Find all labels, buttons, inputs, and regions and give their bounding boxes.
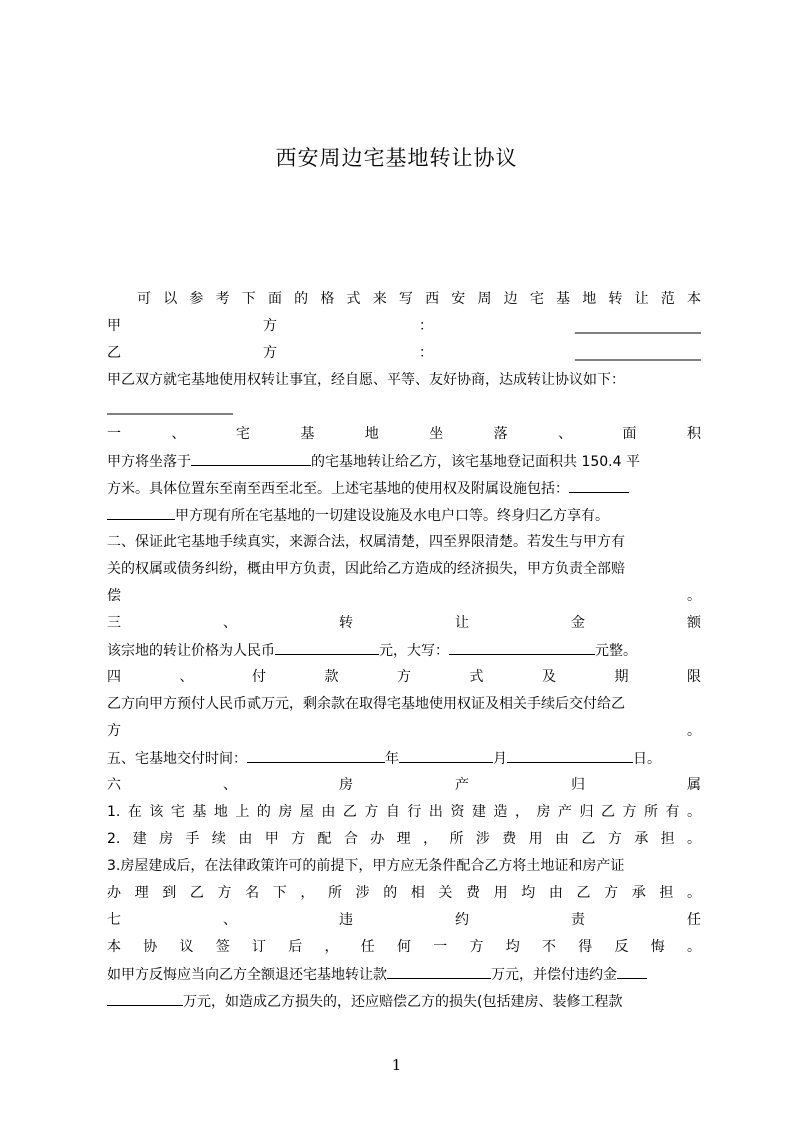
section-7-text-b2: 万元，并偿付违约金 [491,967,617,983]
section-3-text-a: 该宗地的转让价格为人民币 [107,643,275,659]
intro-line: 可以参考下面的格式来写西安周边宅基地转让范本 [137,291,701,307]
section-6-item-3a: 3.房屋建成后，在法律政策许可的前提下，甲方应无条件配合乙方将土地证和房产证 [107,858,625,874]
section-1-text-a: 甲方将坐落于 [107,454,191,470]
section-7-heading: 七、违约责任 [107,912,701,928]
section-3-line [107,637,701,664]
section-7-line-3 [107,988,701,1015]
section-5-line [107,745,701,772]
page-number: 1 [391,1056,402,1074]
blank-penalty-cont [107,988,183,1006]
section-7-line-1: 本协议签订后，任何一方均不得反悔。 [107,939,701,955]
blank-price-words [449,637,595,655]
section-3-text-b: 元，大写： [379,643,449,659]
blank-facilities [569,475,629,493]
section-1-text-c: 方米。具体位置东至南至西至北至。上述宅基地的使用权及附属设施包括： [107,481,569,497]
blank-price [275,637,379,655]
blank-refund [387,961,491,979]
party-b-line: 乙方：__________________ [107,345,701,361]
section-7-text-c: 万元，如造成乙方损失的，还应赔偿乙方的损失(包括建房、装修工程款 [183,994,623,1010]
section-1-line-1 [107,448,701,475]
section-2-line-3: 偿。 [107,588,701,604]
section-4-line-1: 乙方向甲方预付人民币贰万元，剩余款在取得宅基地使用权证及相关手续后交付给乙 [107,696,625,712]
section-7-line-2 [107,961,701,988]
blank-year [247,745,385,763]
blank-month [399,745,493,763]
section-1-heading: 一、宅基地坐落、面积 [107,426,701,442]
section-1-text-d: 甲方现有所在宅基地的一切建设设施及水电户口等。终身归乙方享有。 [175,508,609,524]
section-1-text-b: 的宅基地转让给乙方，该宅基地登记面积共 150.4 平 [311,454,640,470]
blank-day [507,745,633,763]
section-3-text-c: 元整。 [595,643,637,659]
section-4-heading: 四、付款方式及期限 [107,669,701,685]
section-4-line-2: 方。 [107,723,701,739]
section-6-item-3b: 办理到乙方名下，所涉的相关费用均由乙方承担。 [107,885,701,901]
blank-line: __________________ [107,399,233,415]
section-5-day: 日。 [633,751,661,767]
section-5-year: 年 [385,751,399,767]
section-6-item-2: 2.建房手续由甲方配合办理，所涉费用由乙方承担。 [107,831,701,847]
preamble-line: 甲乙双方就宅基地使用权转让事宜，经自愿、平等、友好协商，达成转让协议如下： [107,372,625,388]
blank-location [191,448,311,466]
section-1-line-3 [107,502,701,529]
section-2-line-1: 二、保证此宅基地手续真实，来源合法，权属清楚，四至界限清楚。若发生与甲方有 [107,534,625,550]
party-a-line: 甲方：__________________ [107,318,701,334]
section-6-heading: 六、房产归属 [107,777,701,793]
section-6-item-1: 1.在该宅基地上的房屋由乙方自行出资建造，房产归乙方所有。 [107,804,701,820]
section-1-line-2 [107,475,701,502]
section-5-text-a: 五、宅基地交付时间： [107,751,247,767]
blank-facilities-cont [107,502,175,520]
document-body [107,286,701,1015]
section-5-month: 月 [493,751,507,767]
document-title: 西安周边宅基地转让协议 [275,146,518,170]
section-2-line-2: 关的权属或债务纠纷，概由甲方负责，因此给乙方造成的经济损失，甲方负责全部赔 [107,561,625,577]
section-3-heading: 三、转让金额 [107,615,701,631]
section-7-text-b1: 如甲方反悔应当向乙方全额退还宅基地转让款 [107,967,387,983]
blank-penalty [617,961,647,979]
